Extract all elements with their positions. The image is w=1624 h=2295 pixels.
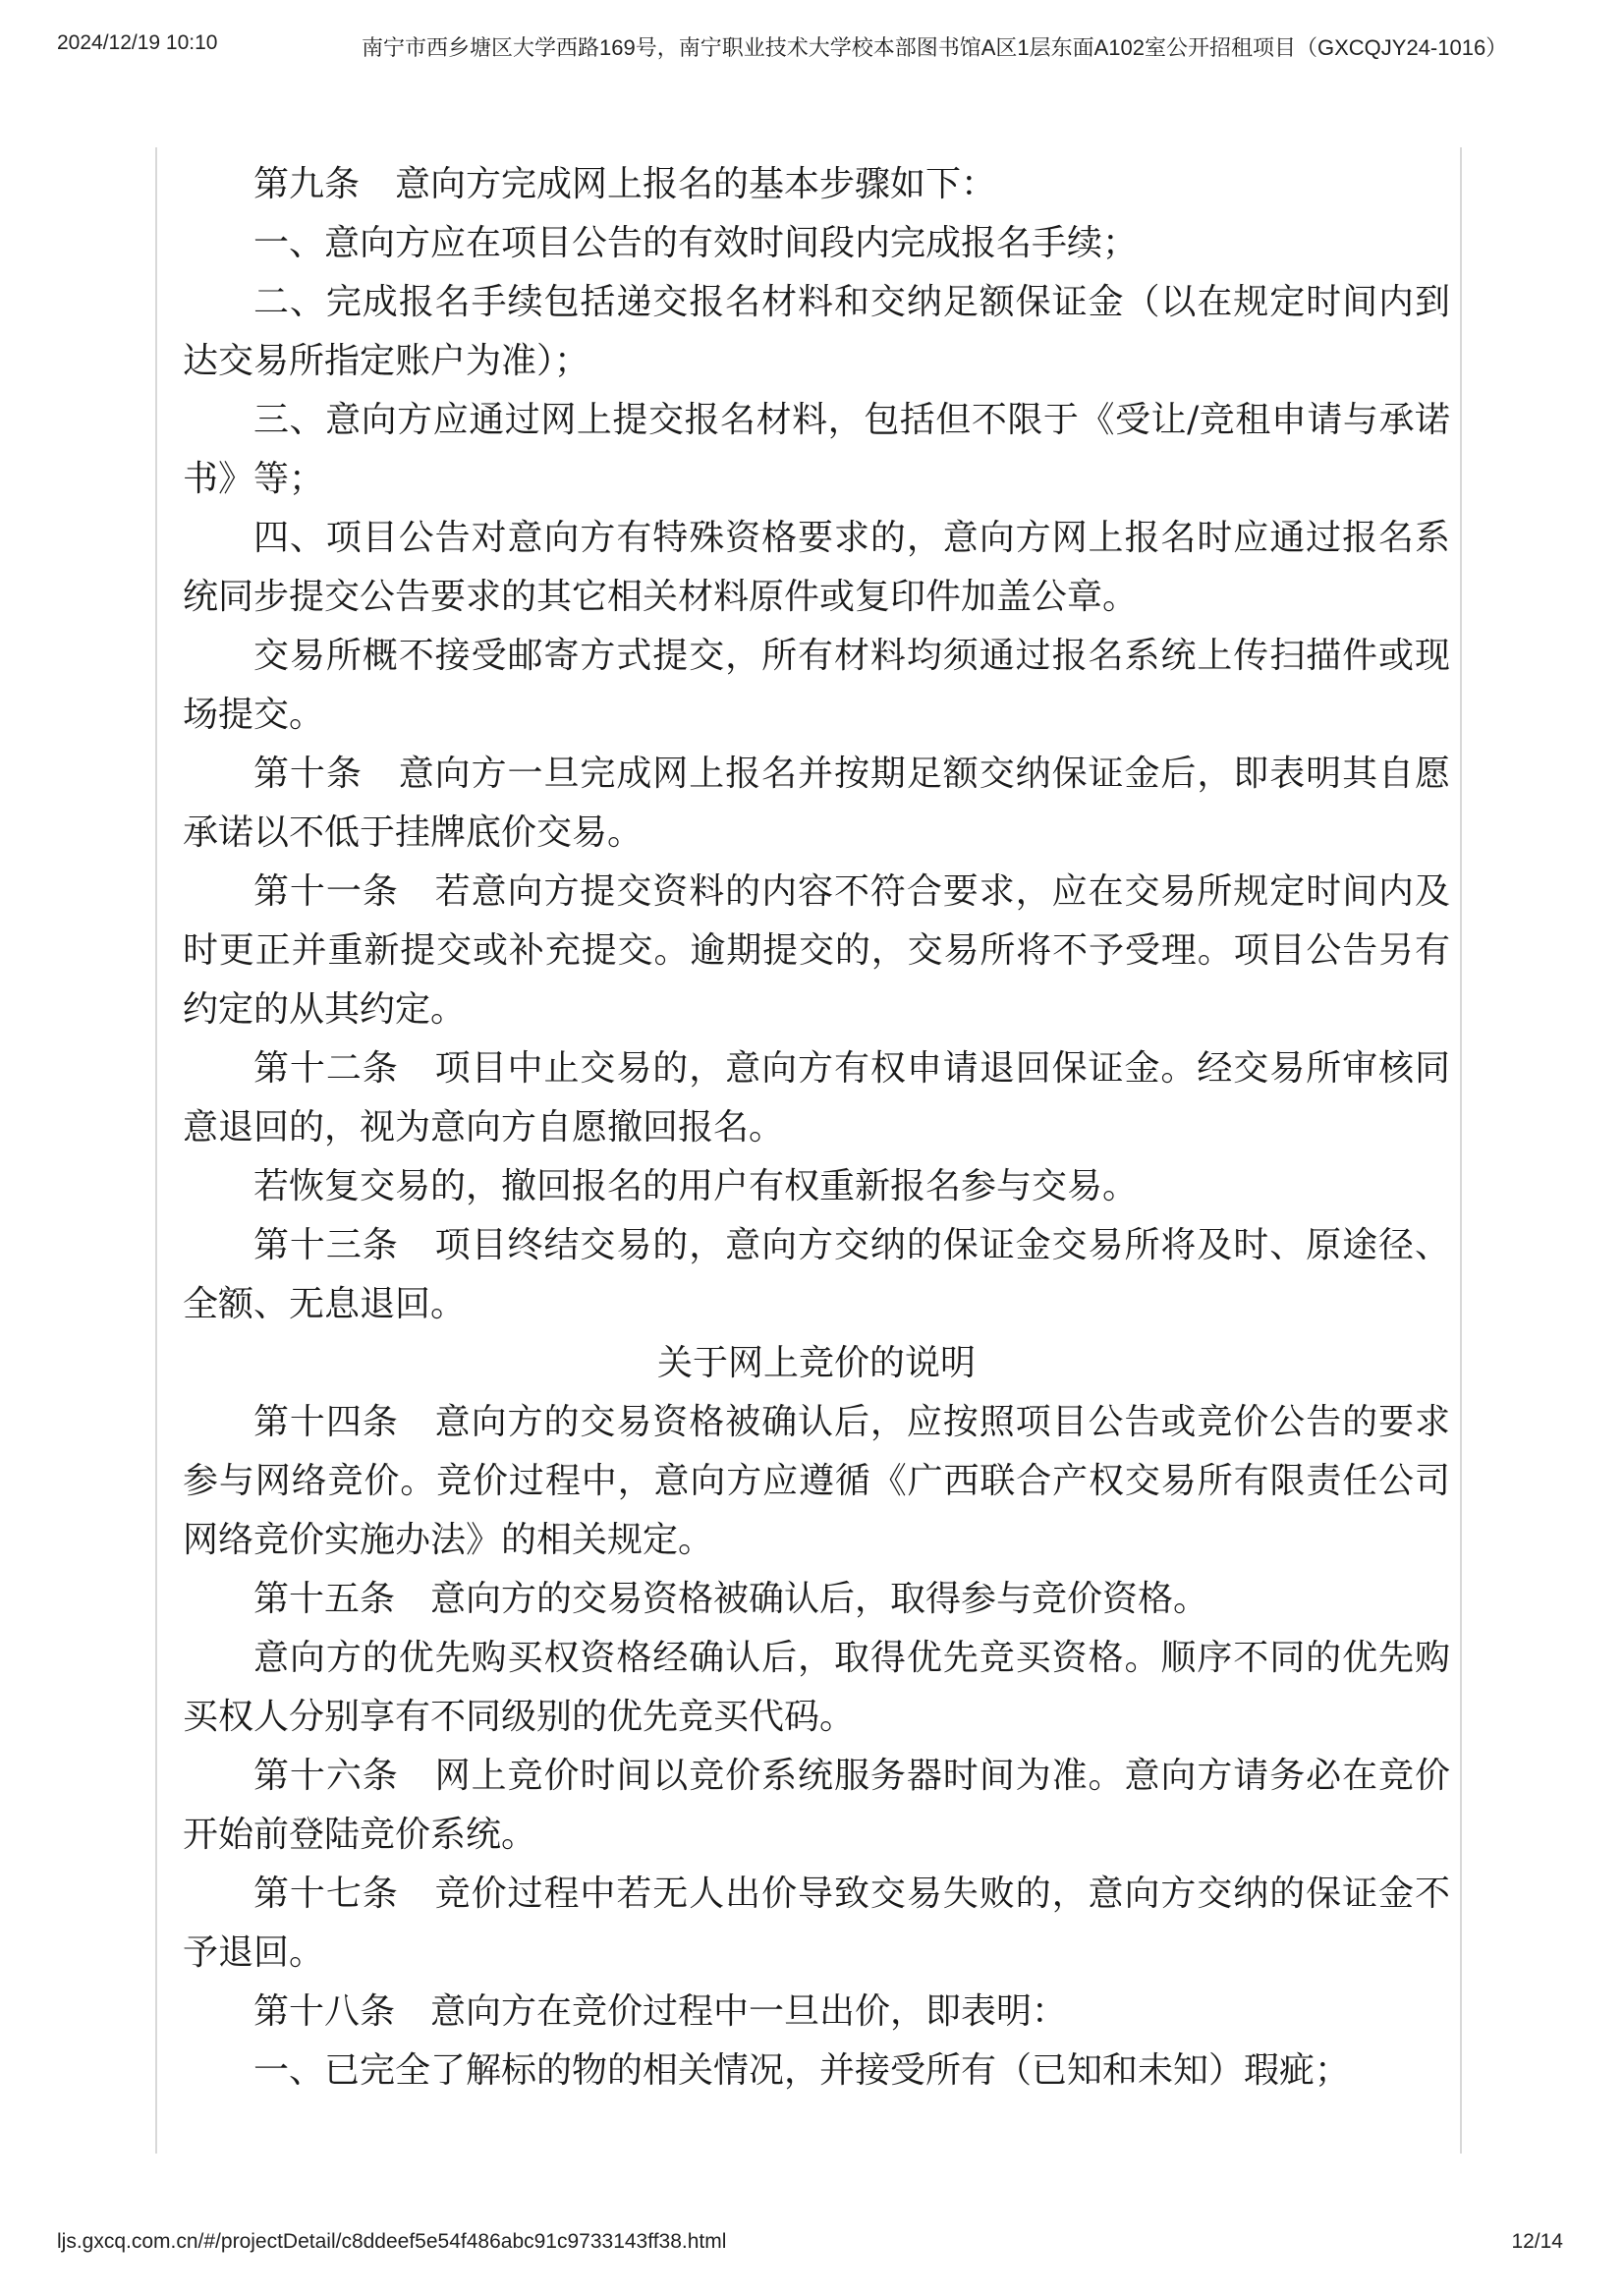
paragraph: 第十八条 意向方在竞价过程中一旦出价，即表明： xyxy=(253,1991,1068,2032)
page-number: 12/14 xyxy=(1511,2230,1563,2253)
paragraph: 第十七条 竞价过程中若无人出价导致交易失败的，意向方交纳的保证金不予退回。 xyxy=(183,1874,1450,1973)
paragraph: 若恢复交易的，撤回报名的用户有权重新报名参与交易。 xyxy=(253,1166,1139,1206)
paragraph: 三、意向方应通过网上提交报名材料，包括但不限于《受让/竞租申请与承诺书》等； xyxy=(183,400,1450,499)
section-heading: 关于网上竞价的说明 xyxy=(656,1343,976,1383)
paragraph: 一、已完全了解标的物的相关情况，并接受所有（已知和未知）瑕疵； xyxy=(253,2050,1351,2091)
paragraph: 第十四条 意向方的交易资格被确认后，应按照项目公告或竞价公告的要求参与网络竞价。竞价过程中，意向方应遵循《广西联合产权交易所有限责任公司网络竞价实施办法》的相关规定。 xyxy=(183,1402,1450,1560)
document-body xyxy=(183,155,1450,2100)
paragraph: 第十一条 若意向方提交资料的内容不符合要求，应在交易所规定时间内及时更正并重新提交或补充提交。逾期提交的，交易所将不予受理。项目公告另有约定的从其约定。 xyxy=(183,871,1450,1030)
paragraph: 第九条 意向方完成网上报名的基本步骤如下： xyxy=(253,164,997,204)
paragraph: 第十三条 项目终结交易的，意向方交纳的保证金交易所将及时、原途径、全额、无息退回。 xyxy=(183,1225,1450,1324)
paragraph: 意向方的优先购买权资格经确认后，取得优先竞买资格。顺序不同的优先购买权人分别享有不同级别的优先竞买代码。 xyxy=(183,1638,1450,1737)
left-margin-rule xyxy=(155,147,157,2154)
right-margin-rule xyxy=(1460,147,1462,2154)
paragraph: 第十五条 意向方的交易资格被确认后，取得参与竞价资格。 xyxy=(253,1579,1209,1619)
page-header-title: 南宁市西乡塘区大学西路169号，南宁职业技术大学校本部图书馆A区1层东面A102室公开招租项目（GXCQJY24-1016） xyxy=(362,35,1508,60)
paragraph: 一、意向方应在项目公告的有效时间段内完成报名手续； xyxy=(253,223,1139,263)
paragraph: 交易所概不接受邮寄方式提交，所有材料均须通过报名系统上传扫描件或现场提交。 xyxy=(183,636,1450,735)
paragraph: 四、项目公告对意向方有特殊资格要求的，意向方网上报名时应通过报名系统同步提交公告要求的其它相关材料原件或复印件加盖公章。 xyxy=(183,518,1450,617)
paragraph: 二、完成报名手续包括递交报名材料和交纳足额保证金（以在规定时间内到达交易所指定账户为准）； xyxy=(183,282,1450,381)
paragraph: 第十条 意向方一旦完成网上报名并按期足额交纳保证金后，即表明其自愿承诺以不低于挂牌底价交易。 xyxy=(183,754,1450,853)
paragraph: 第十二条 项目中止交易的，意向方有权申请退回保证金。经交易所审核同意退回的，视为意向方自愿撤回报名。 xyxy=(183,1048,1450,1148)
print-timestamp: 2024/12/19 10:10 xyxy=(57,31,218,54)
page-url: ljs.gxcq.com.cn/#/projectDetail/c8ddeef5e54f486abc91c9733143ff38.html xyxy=(57,2230,727,2253)
paragraph: 第十六条 网上竞价时间以竞价系统服务器时间为准。意向方请务必在竞价开始前登陆竞价系统。 xyxy=(183,1756,1450,1855)
